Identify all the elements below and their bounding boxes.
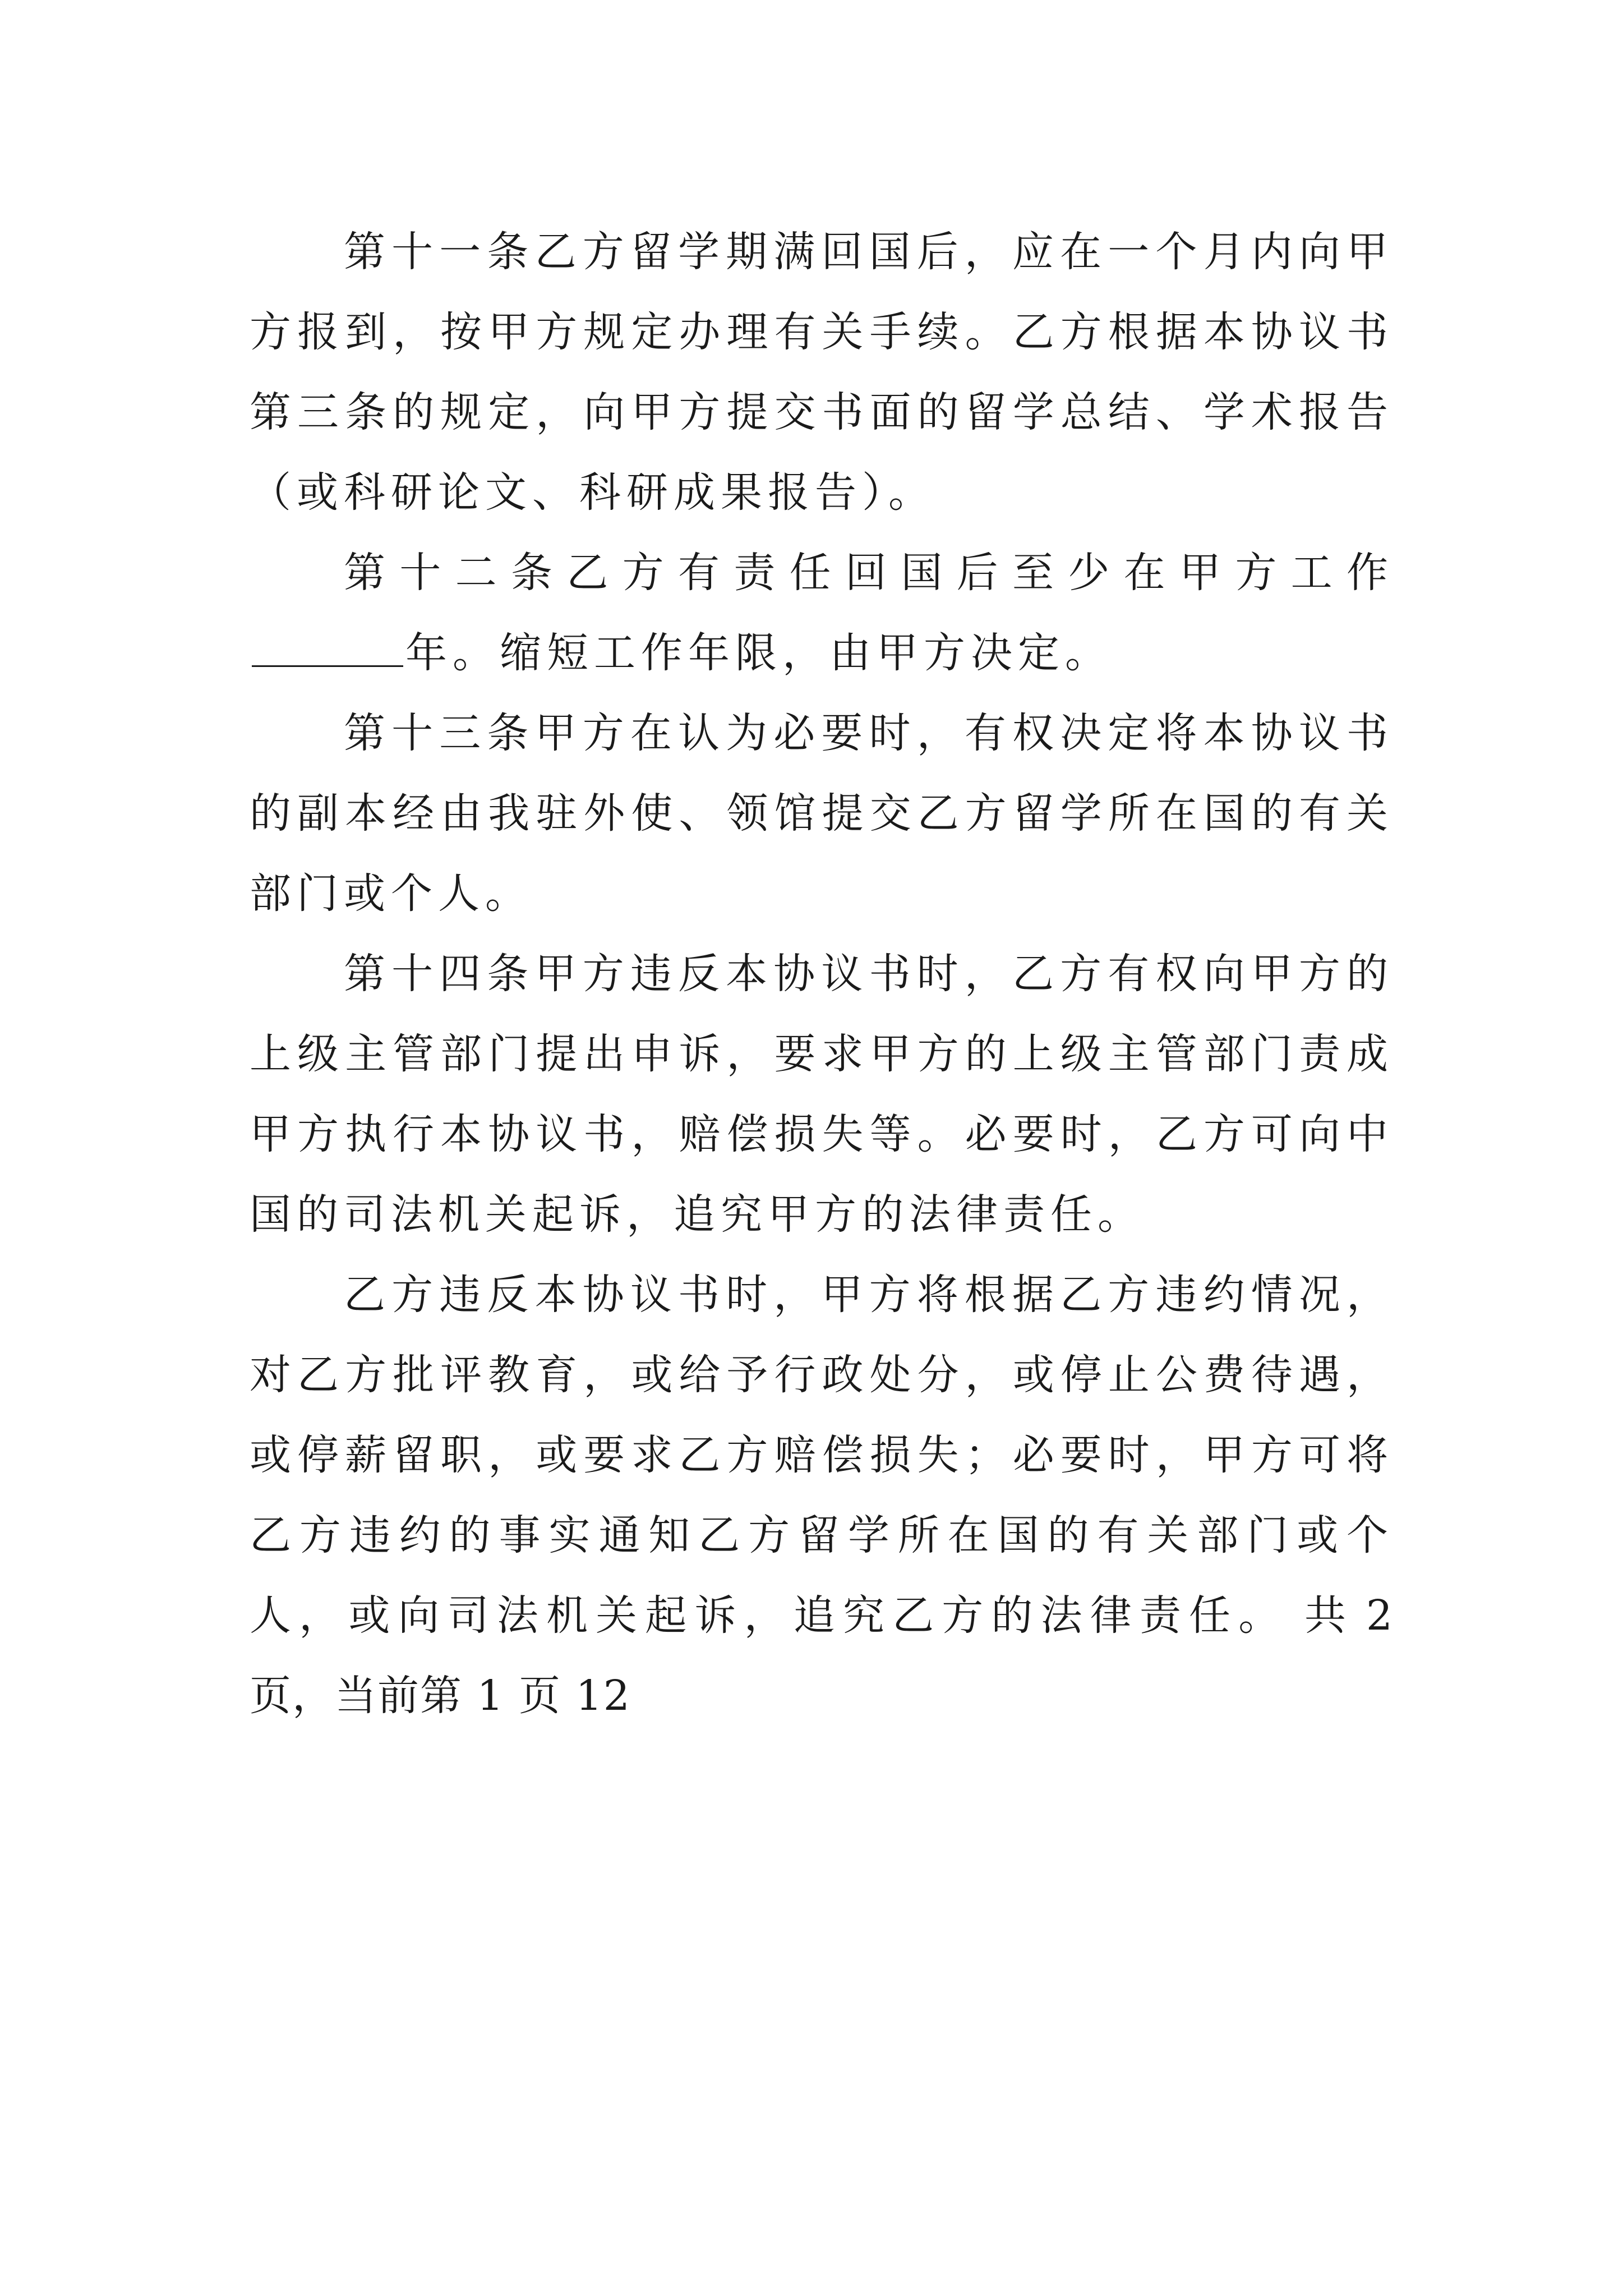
years-blank-line bbox=[252, 631, 403, 667]
article-11-text: 第十一条乙方留学期满回国后，应在一个月内向甲方报到，按甲方规定办理有关手续。乙方根据本协议书第三条的规定，向甲方提交书面的留学总结、学术报告（或科研论文、科研成果报告）。 bbox=[250, 228, 1394, 517]
article-13-text: 第十三条甲方在认为必要时，有权决定将本协议书的副本经由我驻外使、领馆提交乙方留学所在国的有关部门或个人。 bbox=[250, 709, 1394, 918]
article-13-paragraph bbox=[250, 693, 1394, 934]
article-14-text: 第十四条甲方违反本协议书时，乙方有权向甲方的上级主管部门提出申诉，要求甲方的上级主管部门责成甲方执行本协议书，赔偿损失等。必要时，乙方可向中国的司法机关起诉，追究甲方的法律责任。 bbox=[250, 950, 1394, 1239]
article-12-text-end: 年。缩短工作年限，由甲方决定。 bbox=[405, 629, 1112, 677]
article-14-paragraph bbox=[250, 934, 1394, 1255]
article-14-party-b-paragraph bbox=[250, 1255, 1394, 1736]
page-footer: 共 2 页，当前第 1 页 12 bbox=[250, 1591, 1394, 1720]
article-11-paragraph bbox=[250, 212, 1394, 533]
article-12-paragraph bbox=[250, 533, 1394, 693]
document-body bbox=[250, 212, 1394, 1736]
article-14-party-b-text: 乙方违反本协议书时，甲方将根据乙方违约情况，对乙方批评教育，或给予行政处分，或停止公费待遇，或停薪留职，或要求乙方赔偿损失；必要时，甲方可将乙方违约的事实通知乙方留学所在国的有关部门或个人，或向司法机关起诉，追究乙方的法律责任。 bbox=[250, 1271, 1394, 1640]
article-12-text-start: 第十二条乙方有责任回国后至少在甲方工作 bbox=[344, 549, 1394, 597]
